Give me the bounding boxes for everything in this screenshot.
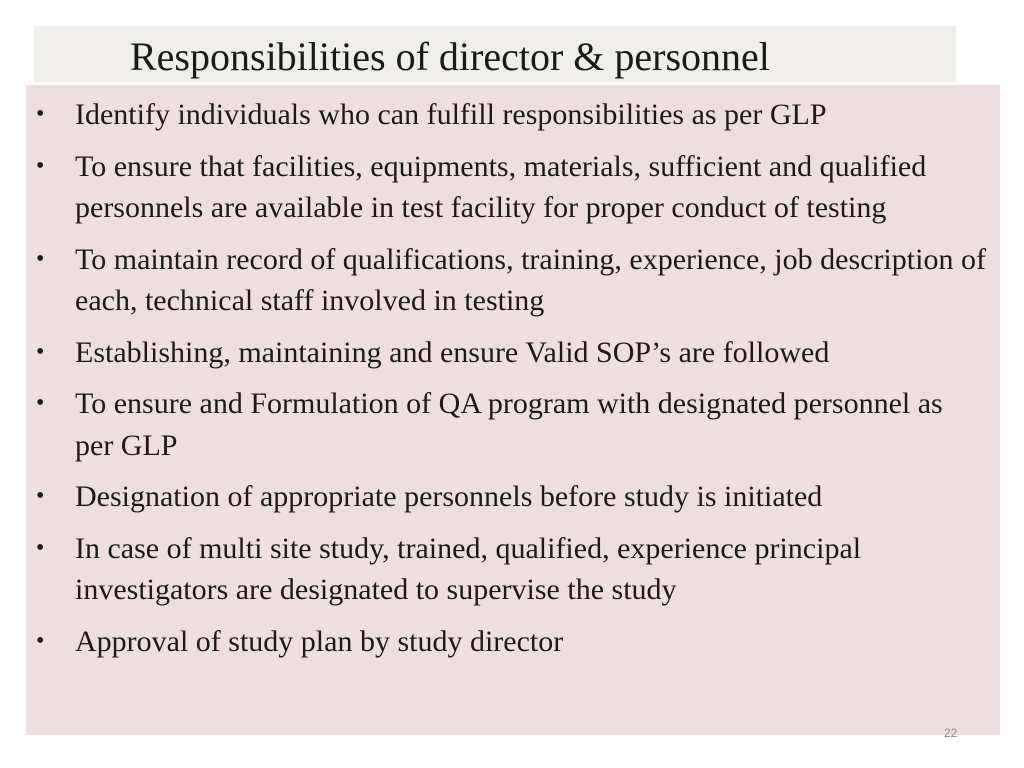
bullet-text: To ensure and Formulation of QA program with designated personnel as per GLP bbox=[75, 387, 943, 462]
bullet-dot-icon: • bbox=[36, 338, 45, 365]
bullet-dot-icon: • bbox=[36, 534, 45, 561]
bullet-item bbox=[36, 146, 988, 229]
bullet-item bbox=[36, 332, 988, 374]
bullet-dot-icon: • bbox=[36, 483, 45, 509]
bullet-dot-icon: • bbox=[36, 627, 45, 654]
bullet-item bbox=[36, 528, 988, 611]
bullet-text: Designation of appropriate personnels before study is initiated bbox=[75, 480, 823, 513]
bullet-dot-icon: • bbox=[36, 152, 45, 179]
bullet-item bbox=[36, 94, 988, 136]
bullet-item bbox=[36, 239, 988, 322]
bullet-item bbox=[36, 621, 988, 663]
bullet-text: To maintain record of qualifications, training, experience, job description of each, technical staff involved in testing bbox=[75, 242, 986, 317]
bullet-text: Establishing, maintaining and ensure Valid SOP’s are followed bbox=[75, 335, 830, 369]
bullet-text: Approval of study plan by study director bbox=[75, 624, 564, 658]
bullet-item bbox=[36, 383, 988, 466]
bullet-dot-icon: • bbox=[36, 101, 45, 127]
bullet-text: To ensure that facilities, equipments, materials, sufficient and qualified personnels are available in test facility for proper conduct of testing bbox=[75, 149, 927, 224]
bullet-dot-icon: • bbox=[36, 390, 45, 416]
bullet-text: In case of multi site study, trained, qualified, experience principal investigators are designated to supervise the study bbox=[75, 531, 862, 606]
bullet-list bbox=[36, 94, 988, 672]
bullet-dot-icon: • bbox=[36, 245, 45, 272]
page-number: 22 bbox=[944, 726, 958, 740]
bullet-item bbox=[36, 476, 988, 518]
bullet-text: Identify individuals who can fulfill responsibilities as per GLP bbox=[75, 98, 827, 131]
slide-title: Responsibilities of director & personnel bbox=[130, 34, 770, 79]
